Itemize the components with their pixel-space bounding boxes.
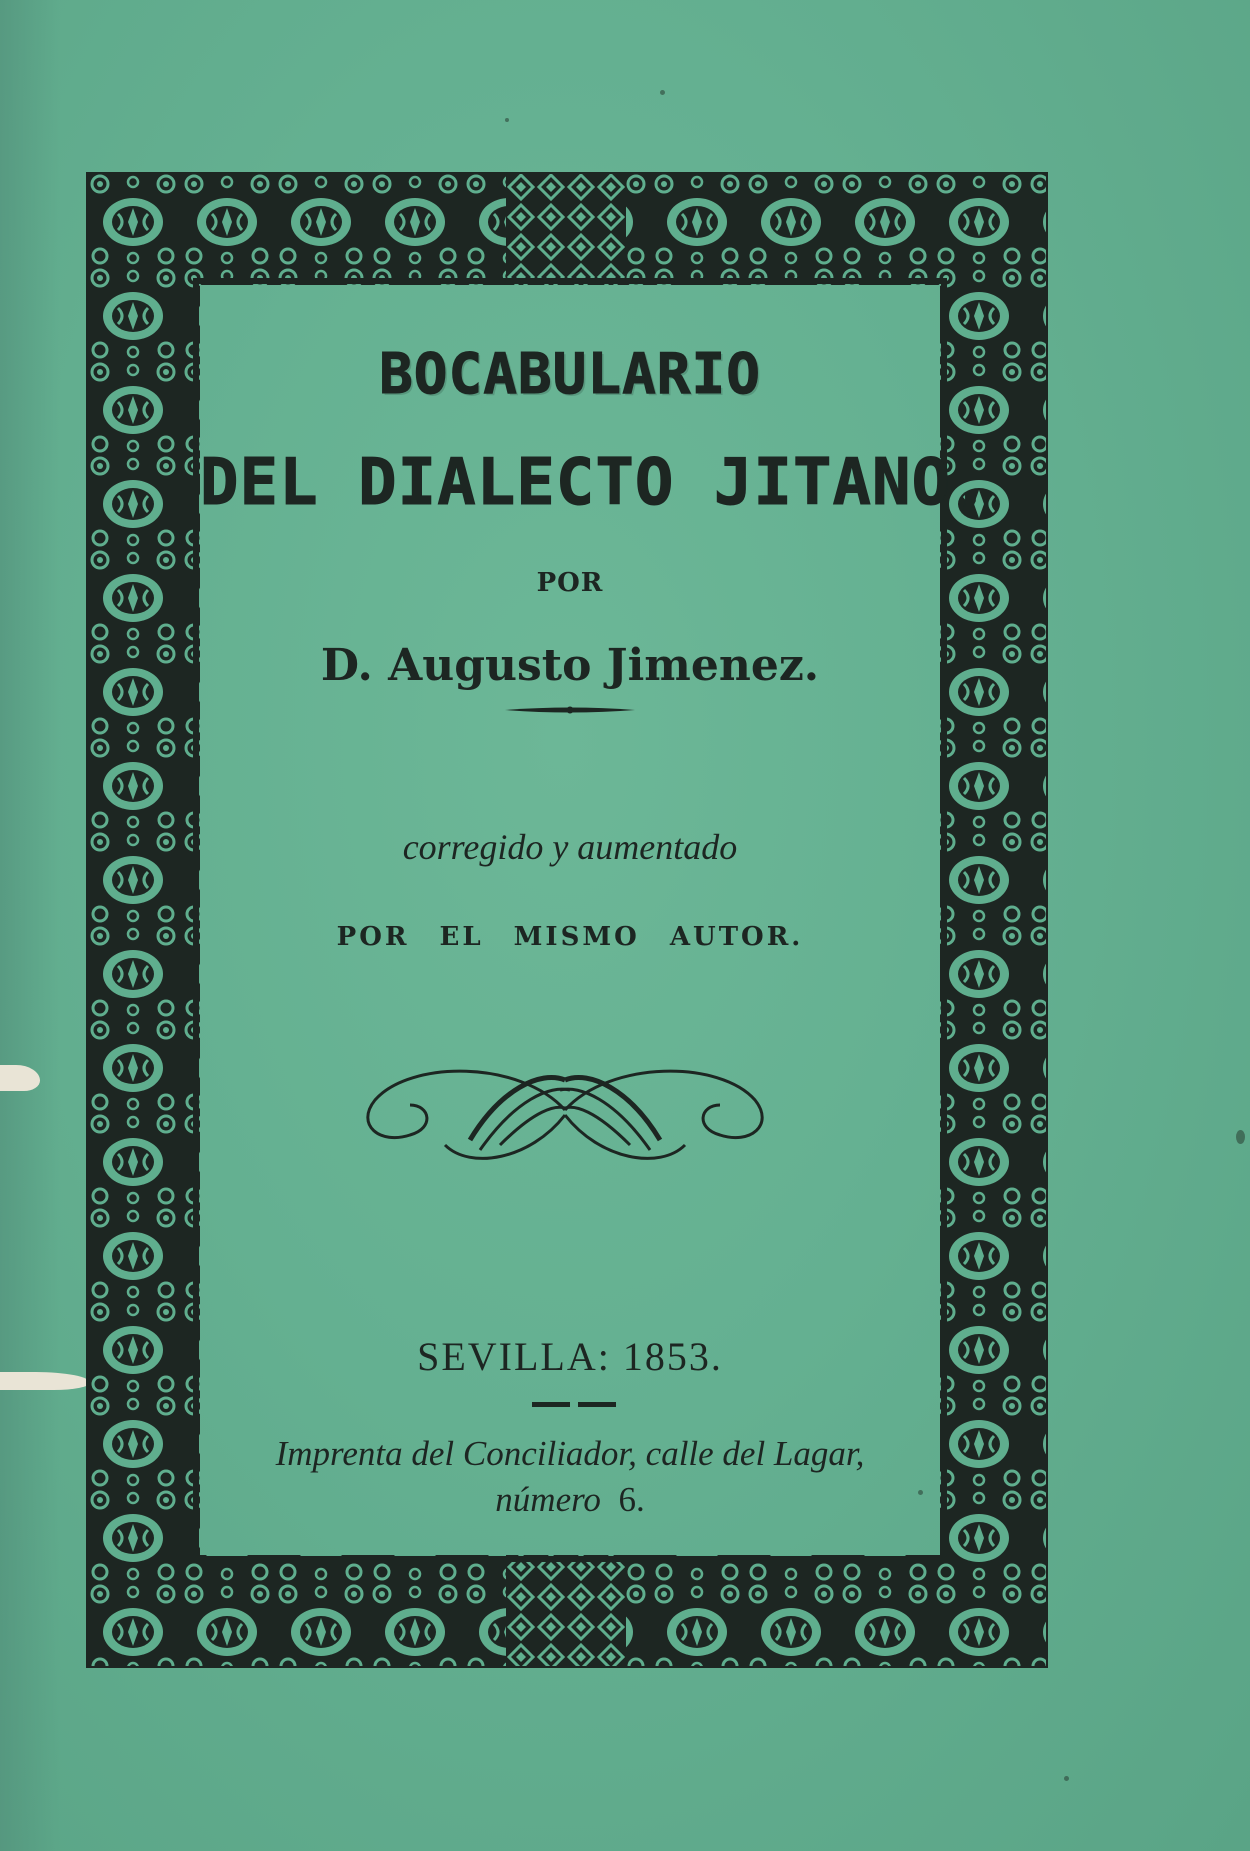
author-name: D. Augusto Jimenez. [320, 640, 820, 691]
imprint-number [200, 1480, 940, 1520]
paper-speck [1236, 1130, 1245, 1144]
paper-tear [0, 1372, 90, 1390]
title-line-1: BOCABULARIO [379, 342, 761, 407]
imprint-number-label: número [495, 1480, 601, 1519]
paper-speck [918, 1490, 923, 1495]
paper-speck [660, 90, 665, 95]
spine-wear [0, 0, 60, 1851]
paper-speck [505, 118, 509, 122]
ornamental-rule [505, 706, 635, 714]
byline-por: POR [536, 568, 604, 598]
imprint-city-year: SEVILLA: 1853. [417, 1334, 723, 1379]
title-line-2: DEL DIALECTO JITANO, [200, 446, 991, 520]
edition-note: corregido y aumentado [402, 827, 738, 867]
flourish-ornament-icon [350, 1050, 780, 1180]
edition-by-same-author: POR EL MISMO AUTOR. [336, 922, 804, 952]
imprint-printer: Imprenta del Conciliador, calle del Lagar, [275, 1434, 865, 1473]
double-rule [532, 1402, 616, 1408]
paper-speck [1064, 1776, 1069, 1781]
imprint-number-value: 6. [618, 1480, 645, 1519]
